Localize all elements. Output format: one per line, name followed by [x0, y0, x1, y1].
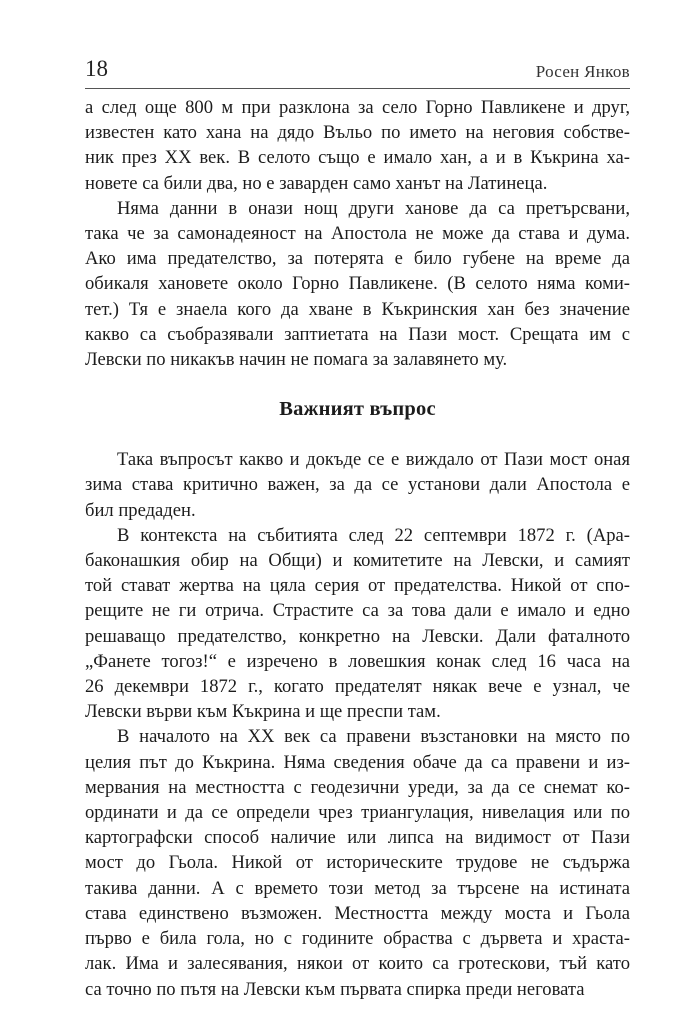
- paragraph: [85, 447, 630, 523]
- text-line: баконашкия обир на Общи) и комитетите на Левски, и самият: [85, 550, 630, 572]
- text-line: решаващо предателство, конкретно на Левски. Дали фаталното: [85, 625, 630, 647]
- text-line: картографски способ наличие или липса на видимост от Пази: [85, 827, 630, 849]
- paragraph: [85, 95, 630, 196]
- text-line: рещите не ги отрича. Страстите са за това дали е имало и едно: [85, 600, 630, 622]
- text-line: така че за самонадеяност на Апостола не може да става и дума.: [85, 223, 630, 245]
- body-text: [85, 95, 630, 1002]
- text-line: известен като хана на дядо Въльо по името на неговия собстве-: [85, 122, 630, 144]
- text-line: В началото на ХХ век са правени възстановки на място по: [117, 726, 630, 748]
- text-line: „Фанете тогоз!“ е изречено в ловешкия конак след 16 часа на: [85, 650, 630, 672]
- text-line: Левски върви към Къкрина и ще преспи там.: [85, 701, 441, 723]
- text-line: а след още 800 м при разклона за село Горно Павликене и друг,: [85, 97, 630, 118]
- text-line: обикаля хановете около Горно Павликене. (В селото няма коми-: [85, 273, 630, 295]
- text-line: такива данни. А с времето този метод за търсене на истината: [85, 877, 630, 899]
- text-line: 26 декември 1872 г., когато предателят някак вече е узнал, че: [85, 676, 630, 698]
- paragraph: [85, 523, 630, 725]
- text-line: В контекста на събитията след 22 септември 1872 г. (Ара-: [117, 524, 630, 546]
- text-line: целия път до Къкрина. Няма сведения обаче да са правени и из-: [85, 751, 630, 773]
- text-line: лак. Има и залесявания, някои от които са гротескови, тъй като: [85, 953, 630, 975]
- text-line: ник през ХХ век. В селото също е имало хан, а и в Къкрина ха-: [85, 147, 630, 169]
- text-line: първо е била гола, но с годините обраства с дървета и храста-: [85, 928, 630, 950]
- text-line: Ако има предателство, за потерята е било губене на време да: [85, 248, 630, 270]
- paragraphs-before-heading: [85, 95, 630, 372]
- text-line: са точно по пътя на Левски към първата спирка преди неговата: [85, 978, 585, 1000]
- text-line: става единствено възможен. Местността между моста и Гьола: [85, 902, 630, 924]
- text-line: мервания на местността с геодезични уреди, за да се снемат ко-: [85, 776, 630, 798]
- page-header: [85, 50, 630, 90]
- text-line: ординати и да се определи чрез триангулация, нивелация или по: [85, 802, 630, 824]
- text-line: новете са били два, но е заварден само ханът на Латинеца.: [85, 172, 548, 194]
- section-heading: Важният въпрос: [279, 398, 436, 421]
- paragraph: [85, 724, 630, 1001]
- page-number: 18: [85, 56, 108, 81]
- text-line: тет.) Тя е знаела кого да хване в Къкринския хан без значение: [85, 298, 630, 320]
- text-line: мост до Гьола. Никой от историческите трудове не съдържа: [85, 852, 630, 874]
- text-line: бил предаден.: [85, 499, 196, 521]
- text-line: Левски по никакъв начин не помага за залавянето му.: [85, 349, 508, 371]
- text-line: Така въпросът какво и докъде се е виждало от Пази мост оная: [117, 449, 630, 471]
- text-line: какво са съобразявали заптиетата на Пази мост. Срещата им с: [85, 323, 630, 345]
- paragraphs-after-heading: [85, 447, 630, 1001]
- text-line: Няма данни в онази нощ други ханове да са претърсвани,: [117, 197, 630, 219]
- paragraph: [85, 196, 630, 372]
- running-head-author: Росен Янков: [535, 62, 630, 81]
- text-line: той стават жертва на цяла серия от предателства. Никой от спо-: [85, 575, 630, 597]
- header-rule: [85, 88, 630, 89]
- text-line: зима става критично важен, за да се установи дали Апостола е: [85, 474, 630, 496]
